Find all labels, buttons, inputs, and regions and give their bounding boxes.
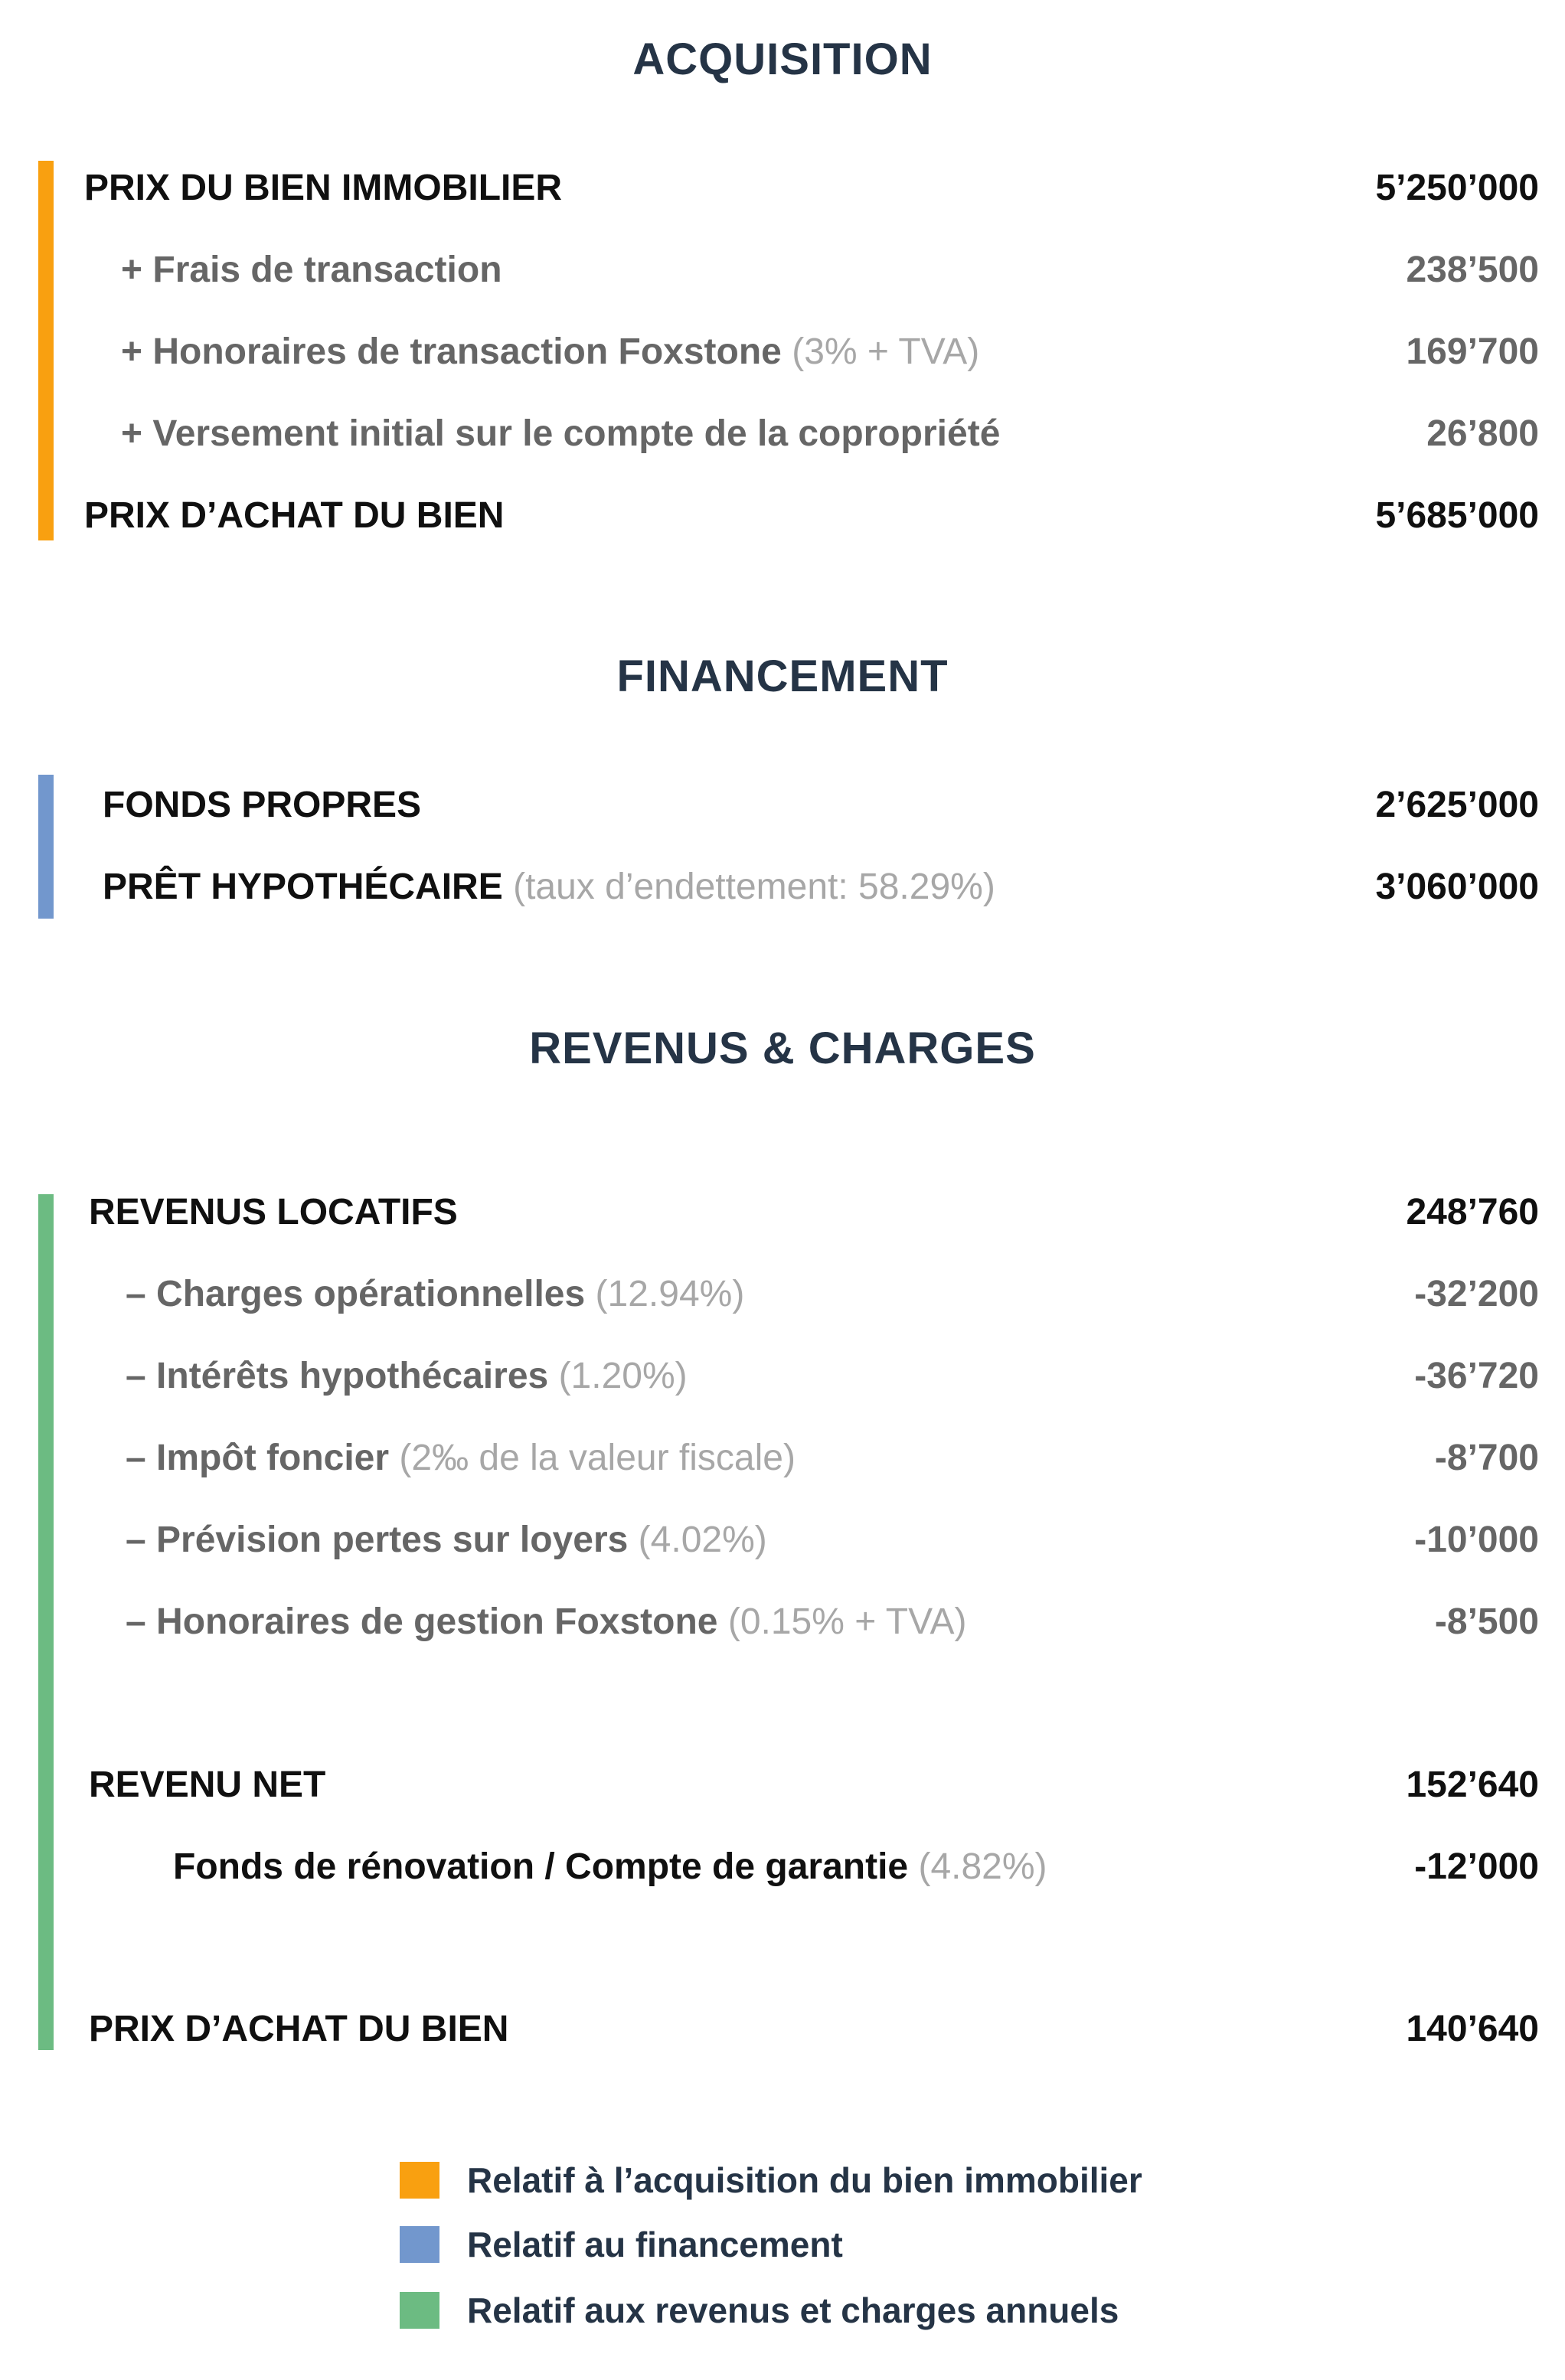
row-note: (4.02%) [638, 1520, 767, 1560]
row-value: 152’640 [1406, 1765, 1539, 1805]
row-value: 169’700 [1406, 331, 1539, 372]
row-note: (1.20%) [558, 1356, 688, 1396]
row-value: -8’500 [1434, 1601, 1539, 1642]
revenus-row-prix-achat [89, 2003, 1539, 2056]
revenus-heading: REVENUS & CHARGES [529, 1023, 1036, 1073]
row-note: (2‰ de la valeur fiscale) [399, 1438, 796, 1478]
row-label: REVENU NET [89, 1765, 326, 1805]
row-label: – Prévision pertes sur loyers (4.02%) [126, 1520, 767, 1560]
row-value: -32’200 [1414, 1274, 1539, 1314]
revenus-row-pertes [126, 1513, 1539, 1567]
legend-label: Relatif à l’acquisition du bien immobilier [467, 2160, 1142, 2200]
financement-heading: FINANCEMENT [616, 651, 949, 701]
revenus-bar [38, 1194, 54, 2050]
row-value: -8’700 [1434, 1438, 1539, 1478]
revenus-row-impot [126, 1432, 1539, 1485]
row-label: – Impôt foncier (2‰ de la valeur fiscale) [126, 1438, 796, 1478]
revenus-row-interets [126, 1350, 1539, 1403]
row-note: (12.94%) [595, 1274, 745, 1314]
row-value: -12’000 [1414, 1846, 1539, 1887]
revenus-row-charges [126, 1268, 1539, 1321]
acquisition-row-honoraires [121, 325, 1539, 379]
legend-label: Relatif au financement [467, 2225, 843, 2264]
acquisition-row-versement [121, 407, 1539, 461]
row-note: (4.82%) [918, 1846, 1047, 1887]
row-value: -36’720 [1414, 1356, 1539, 1396]
legend-item-financement [400, 2223, 843, 2266]
row-value: -10’000 [1414, 1520, 1539, 1560]
row-value: 3’060’000 [1375, 867, 1539, 907]
row-note: (0.15% + TVA) [727, 1601, 967, 1642]
financement-bar [38, 775, 54, 919]
financement-row-fonds-propres [103, 779, 1539, 832]
row-label: + Versement initial sur le compte de la copropriété [121, 413, 1001, 454]
row-note: (3% + TVA) [792, 331, 980, 372]
legend-swatch-orange [400, 2162, 439, 2199]
acquisition-row-frais [121, 243, 1539, 297]
acquisition-bar [38, 161, 54, 540]
row-label: PRIX D’ACHAT DU BIEN [89, 2009, 509, 2049]
legend-item-revenus [400, 2289, 1119, 2332]
row-note: (taux d’endettement: 58.29%) [513, 867, 995, 907]
legend-item-acquisition [400, 2159, 1142, 2202]
row-label: FONDS PROPRES [103, 785, 422, 825]
revenus-row-gestion [126, 1595, 1539, 1649]
revenus-row-locatifs [89, 1186, 1539, 1239]
revenus-row-renovation [173, 1840, 1539, 1894]
row-label: – Intérêts hypothécaires (1.20%) [126, 1356, 688, 1396]
row-value: 5’685’000 [1375, 495, 1539, 536]
legend-swatch-green [400, 2292, 439, 2329]
row-label: PRÊT HYPOTHÉCAIRE (taux d’endettement: 58.29%) [103, 867, 995, 907]
row-label: + Frais de transaction [121, 250, 502, 290]
row-label: – Charges opérationnelles (12.94%) [126, 1274, 745, 1314]
row-label: + Honoraires de transaction Foxstone (3% + TVA) [121, 331, 980, 372]
legend-label: Relatif aux revenus et charges annuels [467, 2290, 1119, 2330]
row-value: 5’250’000 [1375, 168, 1539, 208]
financement-row-pret [103, 860, 1539, 914]
row-value: 248’760 [1406, 1192, 1539, 1232]
row-value: 26’800 [1426, 413, 1539, 454]
row-label: REVENUS LOCATIFS [89, 1192, 458, 1232]
legend-swatch-blue [400, 2226, 439, 2263]
row-value: 140’640 [1406, 2009, 1539, 2049]
row-label: Fonds de rénovation / Compte de garantie (4.82%) [173, 1846, 1047, 1887]
row-label: – Honoraires de gestion Foxstone (0.15% + TVA) [126, 1601, 967, 1642]
acquisition-heading: ACQUISITION [632, 34, 933, 84]
acquisition-row-prix-bien [84, 162, 1539, 215]
row-label: PRIX D’ACHAT DU BIEN [84, 495, 505, 536]
acquisition-row-prix-achat [84, 489, 1539, 543]
row-value: 238’500 [1406, 250, 1539, 290]
row-value: 2’625’000 [1375, 785, 1539, 825]
revenus-row-net [89, 1758, 1539, 1812]
row-label: PRIX DU BIEN IMMOBILIER [84, 168, 563, 208]
